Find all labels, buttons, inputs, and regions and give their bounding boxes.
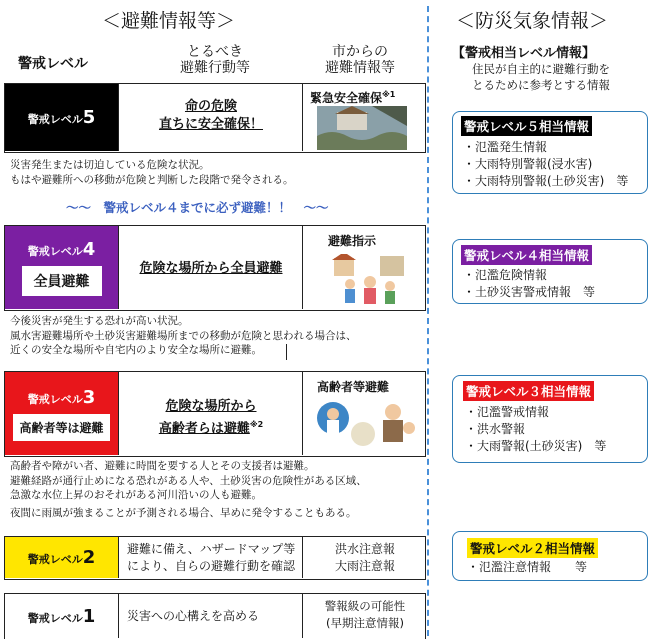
level3-city: 高齢者等避難 bbox=[317, 380, 390, 394]
level4-row bbox=[4, 225, 426, 311]
right-level4-box: 警戒レベル４相当情報 ・氾濫危険情報 ・土砂災害警戒情報 等 bbox=[452, 239, 648, 304]
level5-row bbox=[4, 83, 426, 153]
column-divider bbox=[427, 6, 429, 636]
left-header: ＜避難情報等＞ bbox=[102, 10, 236, 32]
right-level3-title: 警戒レベル３相当情報 bbox=[463, 381, 594, 401]
level5-city: 緊急安全確保$^{※1}$ bbox=[310, 90, 396, 105]
right-header: ＜防災気象情報＞ bbox=[456, 10, 609, 32]
level4-city: 避難指示 bbox=[328, 234, 377, 248]
right-level5-box: 警戒レベル５相当情報 ・氾濫発生情報 ・大雨特別警報(浸水害) ・大雨特別警報(土砂災害) 等 bbox=[452, 111, 648, 194]
level4-desc: 今後災害が発生する恐れが高い状況。 風水害避難場所や土砂災害避難場所までの移動が危険と思われる場合は、 近くの安全な場所や自宅内のより安全な場所に避難。 bbox=[10, 315, 357, 356]
level2-row bbox=[4, 536, 426, 580]
flood-illustration-icon bbox=[317, 106, 407, 150]
evacuation-banner: ～～ 警戒レベル４までに必ず避難！！ ～～ bbox=[66, 200, 329, 215]
level3-sub: 高齢者等は避難 bbox=[13, 414, 109, 441]
level3-desc: 高齢者や障がい者、避難に時間を要する人とその支援者は避難。 避難経路が通行止めになる恐れがある人や、土砂災害の危険性がある区域、 急激な水位上昇のおそれがある河川沿いの人も避難。 夜間に雨風が強まることが予測される場合、早めに発令することもある。 bbox=[10, 460, 367, 519]
col-action-header: とるべき 避難行動等 bbox=[180, 44, 250, 76]
level5-action: 命の危険 直ちに安全確保！ bbox=[158, 99, 263, 132]
level2-action: 避難に備え、ハザードマップ等 により、自らの避難行動を確認 bbox=[127, 542, 296, 573]
level1-action: 災害への心構えを高める bbox=[127, 609, 260, 623]
right-level4-title: 警戒レベル４相当情報 bbox=[461, 245, 592, 265]
level4-badge: 警戒レベル4 全員避難 bbox=[5, 226, 118, 309]
elderly-support-icon bbox=[311, 398, 419, 450]
level4-action: 危険な場所から全員避難 bbox=[139, 261, 283, 276]
right-subdesc: 住民が自主的に避難行動を とるために参考とする情報 bbox=[472, 62, 610, 92]
level3-action: 危険な場所から 高齢者らは避難$^{※2}$ bbox=[158, 399, 264, 437]
right-subtitle: 【警戒相当レベル情報】 bbox=[452, 46, 596, 61]
level5-desc: 災害発生または切迫している危険な状況。 もはや避難所への移動が危険と判断した段階で発令される。 bbox=[10, 159, 294, 186]
level5-badge: 警戒レベル5 bbox=[5, 84, 118, 151]
level1-badge: 警戒レベル1 bbox=[27, 605, 96, 627]
level3-row bbox=[4, 371, 426, 457]
right-level2-box: 警戒レベル２相当情報 ・氾濫注意情報 等 bbox=[452, 531, 648, 581]
evacuation-family-icon bbox=[330, 254, 410, 306]
right-level5-title: 警戒レベル５相当情報 bbox=[461, 116, 592, 136]
right-level2-title: 警戒レベル２相当情報 bbox=[467, 538, 598, 558]
level2-badge: 警戒レベル2 bbox=[5, 537, 118, 578]
level3-badge: 警戒レベル3 高齢者等は避難 bbox=[5, 372, 118, 455]
col-city-header: 市からの 避難情報等 bbox=[325, 44, 395, 76]
level1-city: 警報級の可能性 (早期注意情報) bbox=[324, 599, 406, 630]
right-level3-box: 警戒レベル３相当情報 ・氾濫警戒情報 ・洪水警報 ・大雨警報(土砂災害) 等 bbox=[452, 375, 648, 463]
col-level-header: 警戒レベル bbox=[18, 56, 88, 72]
level1-row bbox=[4, 593, 426, 639]
level2-city: 洪水注意報 大雨注意報 bbox=[334, 542, 395, 573]
level4-sub: 全員避難 bbox=[22, 266, 102, 296]
